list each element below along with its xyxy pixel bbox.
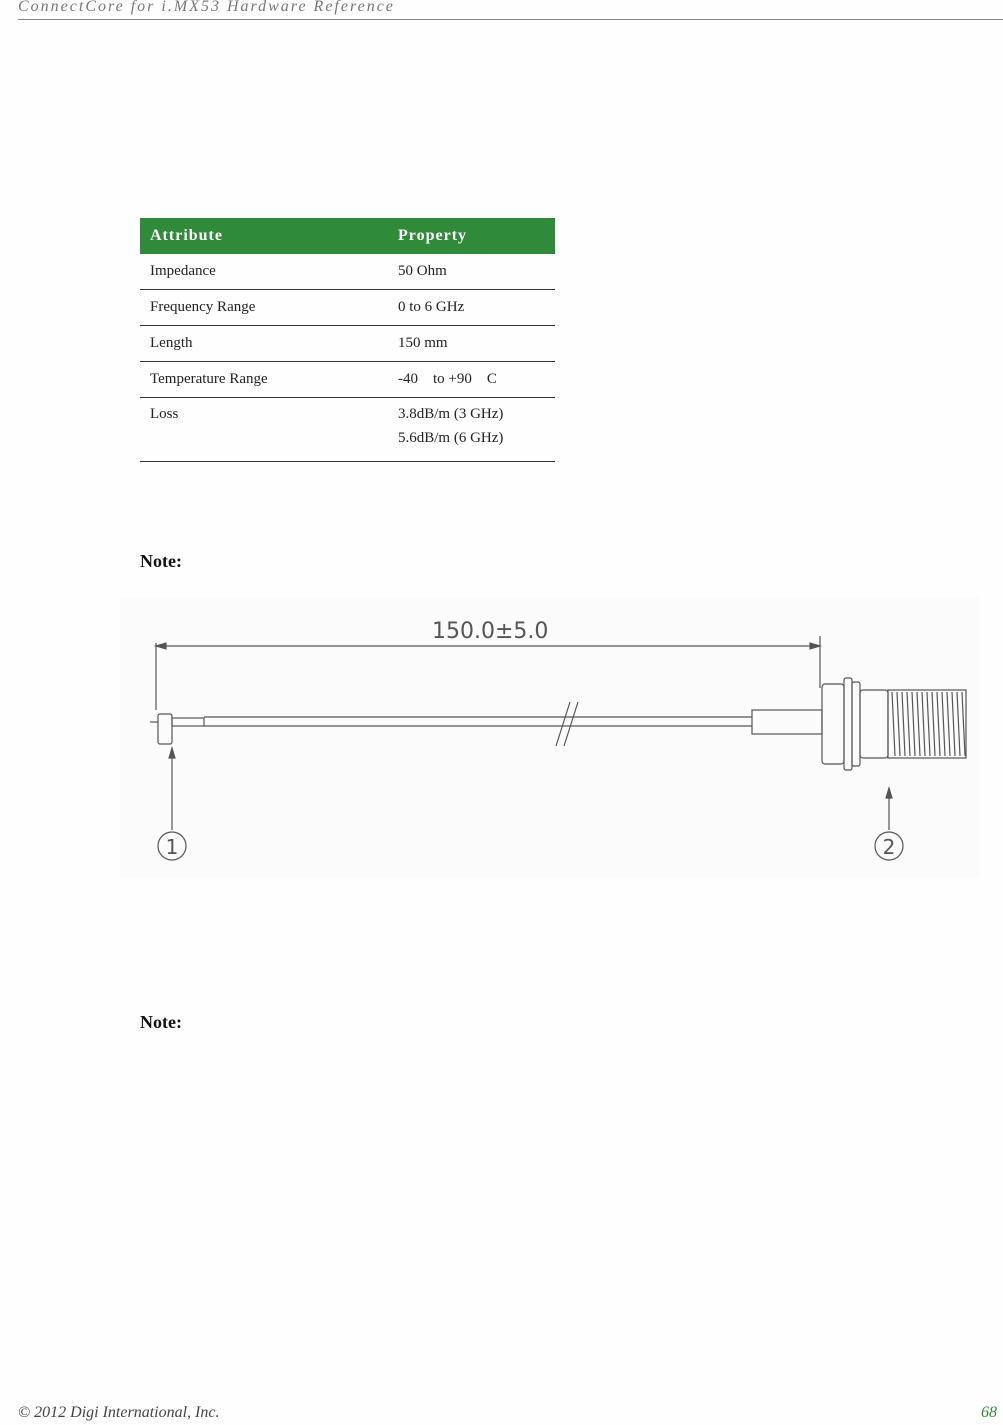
column-header-attribute: Attribute (140, 218, 388, 254)
property-cell (388, 398, 555, 462)
table-row (140, 326, 555, 362)
loss-value-6ghz: 5.6dB/m (6 GHz) (398, 430, 504, 446)
attribute-cell: Length (140, 326, 388, 362)
cable-assembly-drawing (120, 598, 980, 878)
callout-number-2: 2 (882, 835, 896, 859)
property-cell: -40 to +90 C (388, 362, 555, 398)
property-cell: 0 to 6 GHz (388, 290, 555, 326)
table-header-row (140, 218, 555, 254)
table-row (140, 362, 555, 398)
attribute-cell: Impedance (140, 254, 388, 290)
cable-spec-table (140, 218, 555, 462)
dimension-label: 150.0±5.0 (432, 619, 549, 644)
loss-value-3ghz: 3.8dB/m (3 GHz) (398, 406, 504, 422)
callout-number-1: 1 (165, 835, 179, 859)
table-row (140, 398, 555, 462)
note-label: Note: (140, 551, 182, 571)
page-number: 68 (981, 1404, 997, 1421)
property-cell: 150 mm (388, 326, 555, 362)
attribute-cell: Frequency Range (140, 290, 388, 326)
copyright-footer: © 2012 Digi International, Inc. (18, 1404, 220, 1421)
attribute-cell: Loss (140, 398, 388, 462)
table-row (140, 254, 555, 290)
property-cell: 50 Ohm (388, 254, 555, 290)
column-header-property: Property (388, 218, 555, 254)
table-row (140, 290, 555, 326)
note-label: Note: (140, 1012, 182, 1032)
running-header: ConnectCore for i.MX53 Hardware Reference (18, 0, 1003, 20)
attribute-cell: Temperature Range (140, 362, 388, 398)
